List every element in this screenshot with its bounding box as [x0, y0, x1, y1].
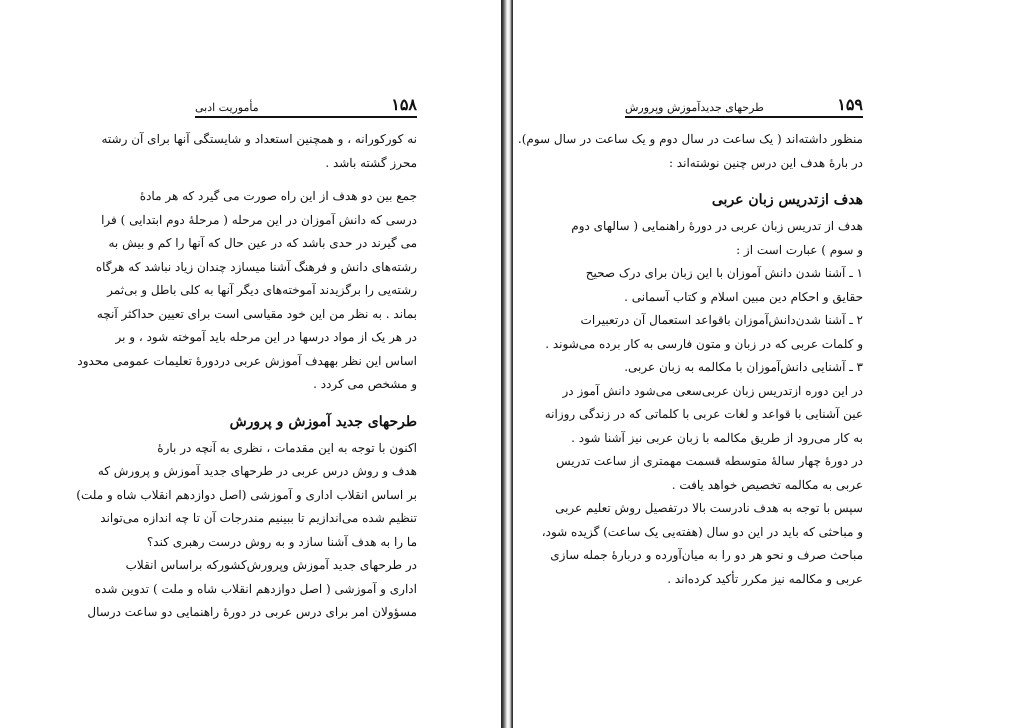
text-line: هدف و روش درس عربی در طرحهای جدید آموزش و پرورش که: [97, 464, 417, 478]
text-line: به کار می‌رود از طریق مکالمه با زبان عربی نیز آشنا شود .: [571, 430, 863, 445]
section-heading: هدف ازتدریس زبان عربی: [711, 192, 863, 208]
text-line: نه کورکورانه ، و همچنین استعداد و شایستگی آنها برای آن رشته: [101, 132, 417, 146]
text-line: و مباحثی که باید در این دو سال (هفته‌یی یک ساعت) گزیده شود،: [541, 524, 863, 539]
text-line: در دورهٔ چهار سالهٔ متوسطه قسمت مهمتری از ساعت تدریس: [555, 454, 863, 468]
section-heading: طرحهای جدید آموزش و پرورش: [229, 413, 417, 430]
left-page: [0, 0, 501, 728]
text-line: تنظیم شده می‌اندازیم تا ببینیم مندرجات آن تا چه اندازه می‌تواند: [100, 511, 417, 525]
text-line: اداری و آموزشی ( اصل دوازدهم انقلاب شاه و ملت ) تدوین شده: [94, 581, 417, 596]
text-line: و مشخص می کردد .: [313, 377, 417, 391]
text-line: هدف از تدریس زبان عربی در دورهٔ راهنمایی ( سالهای دوم: [571, 219, 863, 233]
right-page-header: [625, 92, 863, 118]
text-line: در بارهٔ هدف این درس چنین نوشته‌اند :: [668, 155, 863, 170]
right-page-body: [517, 128, 863, 591]
text-line: رشته‌یی را برگزیدند آموخته‌های دیگر آنها به کلی باطل و بی‌ثمر: [107, 283, 417, 297]
text-line: اساس این نظر بههدف آموزش عربی دردورهٔ تعلیمات عمومی محدود: [77, 353, 417, 368]
text-line: درسی که دانش آموزان در این مرحله ( مرحلهٔ دوم ابتدایی ) فرا: [101, 212, 417, 227]
right-running-title: طرحهای جدیدآموزش وپرورش: [625, 101, 764, 114]
text-line: ما را به هدف آشنا سازد و به روش درست رهبری کند؟: [146, 534, 417, 549]
text-line: عربی و مکالمه نیز مکرر تأکید کرده‌اند .: [667, 571, 863, 586]
text-line: بماند . به نظر من این خود مقیاسی است برای تعیین حداکثر آنچه: [96, 306, 417, 321]
text-line: مباحث صرف و نحو هر دو را به میان‌آورده و دربارهٔ جمله سازی: [550, 548, 863, 562]
text-line: ۲ ـ آشنا شدن‌دانش‌آموزان باقواعد استعمال آن درتعبیرات: [580, 313, 863, 327]
text-line: محرز گشته باشد .: [325, 155, 417, 170]
text-line: حقایق و احکام دین مبین اسلام و کتاب آسمانی .: [624, 289, 863, 304]
text-line: در طرحهای جدید آموزش وپرورش‌کشورکه براساس انقلاب: [125, 558, 417, 572]
text-line: جمع بین دو هدف از این راه صورت می گیرد که هر مادهٔ: [139, 189, 417, 203]
left-page-body: [76, 128, 417, 625]
text-line: در هر یک از مواد درسها در این مرحله باید آموخته شود ، و بر: [115, 330, 417, 344]
text-line: و کلمات عربی که در زبان و متون فارسی به کار برده می‌شوند .: [545, 336, 863, 351]
book-gutter: [501, 0, 513, 728]
text-line: عین آشنایی با قواعد و لغات عربی با کلماتی که در زندگی روزانه: [544, 407, 863, 421]
text-line: سپس با توجه به هدف نادرست بالا درتفصیل روش تعلیم عربی: [555, 501, 863, 515]
left-page-header: [195, 92, 417, 118]
text-line: در این دوره ازتدریس زبان عربی‌سعی می‌شود دانش آموز در: [562, 383, 863, 398]
text-line: و سوم ) عبارت است از :: [736, 242, 863, 257]
right-page-number: ۱۵۹: [837, 95, 863, 114]
left-running-title: مأموریت ادبی: [195, 101, 259, 114]
text-line: اکنون با توجه به این مقدمات ، نظری به آنچه در بارهٔ: [157, 440, 417, 455]
text-line: بر اساس انقلاب اداری و آموزشی (اصل دوازدهم انقلاب شاه و ملت): [76, 487, 417, 502]
right-page: [513, 0, 1020, 728]
text-line: می گیرند در حدی باشد که در عین حال که آنها را کم و بیش به: [108, 236, 417, 250]
left-page-number: ۱۵۸: [391, 95, 417, 114]
text-line: منظور داشته‌اند ( یک ساعت در سال دوم و یک ساعت در سال سوم).: [517, 132, 863, 146]
text-line: مسؤولان امر برای درس عربی در دورهٔ راهنمایی دو ساعت درسال: [87, 605, 417, 619]
text-line: ۱ ـ آشنا شدن دانش آموزان با این زبان برای درک صحیح: [585, 266, 863, 280]
text-line: رشته‌های دانش و فرهنگ آشنا میسازد چندان زیاد نباشد که هرگاه: [95, 259, 417, 274]
text-line: ۳ ـ آشنایی دانش‌آموزان با مکالمه به زبان عربی.: [624, 360, 863, 374]
text-line: عربی به مکالمه تخصیص خواهد یافت .: [671, 477, 863, 492]
